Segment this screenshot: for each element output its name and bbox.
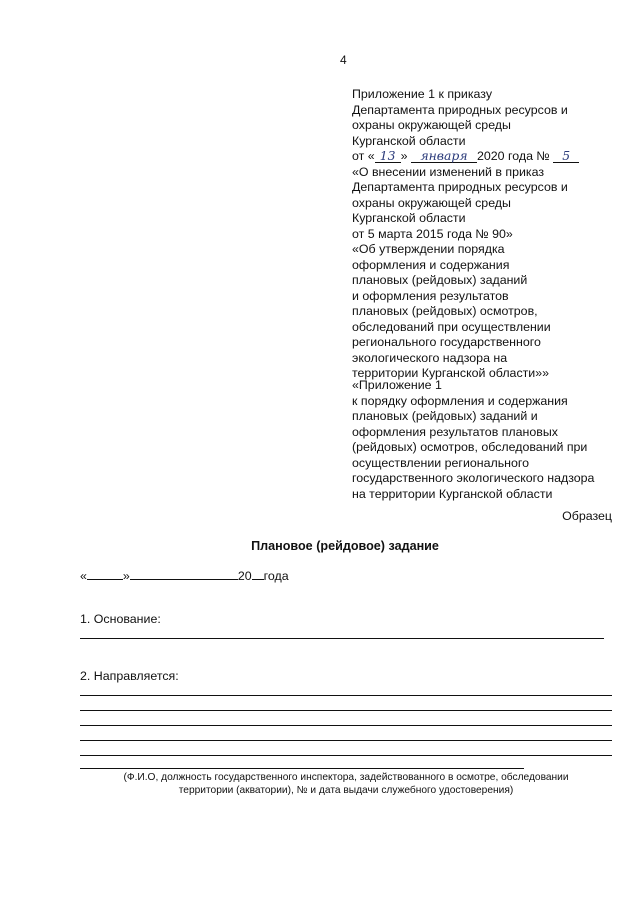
year-prefix: 20 [237, 569, 252, 583]
annex-reference-line: «Приложение 1 [352, 378, 442, 392]
date-open-quote: « [80, 569, 87, 583]
sent-to-fill-line [80, 695, 612, 696]
section-basis-label: 1. Основание: [80, 612, 161, 626]
year-blank [252, 568, 264, 580]
date-close-quote: » [122, 569, 130, 583]
year-suffix: года [263, 569, 289, 583]
annex-header-line: оформления и содержания [352, 257, 510, 272]
handwritten-day: 13 [375, 150, 401, 163]
section-sent-to-label: 2. Направляется: [80, 669, 179, 683]
footnote-line: территории (акватории), № и дата выдачи служебного удостоверения) [178, 785, 514, 796]
sample-label: Образец [562, 509, 612, 523]
annex-header-line: охраны окружающей среды [352, 195, 511, 210]
annex-header-line: плановых (рейдовых) осмотров, [352, 304, 538, 318]
order-date-line [352, 149, 612, 165]
footnote [80, 771, 612, 797]
sent-to-fill-line [80, 710, 612, 711]
date-prefix: от « [352, 149, 375, 163]
annex-header-line: Департамента природных ресурсов и [352, 180, 568, 194]
handwritten-month: января [411, 150, 477, 163]
date-field [80, 568, 289, 583]
month-blank [130, 568, 238, 580]
annex-header-line: плановых (рейдовых) заданий [352, 273, 528, 287]
annex-header-line: Приложение 1 к приказу [352, 87, 493, 101]
annex-header-line: регионального государственного [352, 335, 541, 349]
annex-reference-line: плановых (рейдовых) заданий и [352, 409, 538, 423]
sent-to-fill-line [80, 740, 612, 741]
footnote-line: (Ф.И.О, должность государственного инспектора, задействованного в осмотре, обследовании [123, 772, 569, 783]
annex-reference-line: (рейдовых) осмотров, обследований при [352, 440, 588, 454]
page-number: 4 [340, 53, 347, 67]
annex-header-line: территории Курганской области»» [352, 366, 550, 380]
annex-reference-line: к порядку оформления и содержания [352, 393, 568, 408]
basis-fill-line [80, 638, 604, 639]
date-mid: » [400, 149, 408, 163]
document-title: Плановое (рейдовое) задание [251, 539, 439, 553]
annex-reference-line: на территории Курганской области [352, 486, 553, 501]
annex-header-line: охраны окружающей среды [352, 118, 511, 132]
annex-reference-line: осуществлении регионального [352, 455, 530, 470]
annex-reference-line: оформления результатов плановых [352, 424, 558, 439]
sent-to-fill-line [80, 725, 612, 726]
day-blank [87, 568, 123, 580]
annex-header-line: Курганской области [352, 211, 466, 225]
inspector-fill-line [80, 768, 524, 769]
annex-header-line: экологического надзора на [352, 350, 508, 365]
annex-header-line: Курганской области [352, 133, 466, 148]
annex-header-line: и оформления результатов [352, 288, 509, 303]
annex-header-line: от 5 марта 2015 года № 90» [352, 226, 513, 241]
annex-header-line: «О внесении изменений в приказ [352, 164, 545, 179]
sent-to-fill-line [80, 755, 612, 756]
annex-header-line: «Об утверждении порядка [352, 242, 505, 256]
annex-reference [352, 378, 622, 502]
annex-header-line: обследований при осуществлении [352, 319, 551, 334]
annex-header-line: Департамента природных ресурсов и [352, 102, 568, 117]
annex-header [352, 87, 612, 382]
date-year: 2020 года № [477, 149, 550, 163]
handwritten-order-number: 5 [553, 150, 579, 163]
annex-reference-line: государственного экологического надзора [352, 471, 595, 485]
